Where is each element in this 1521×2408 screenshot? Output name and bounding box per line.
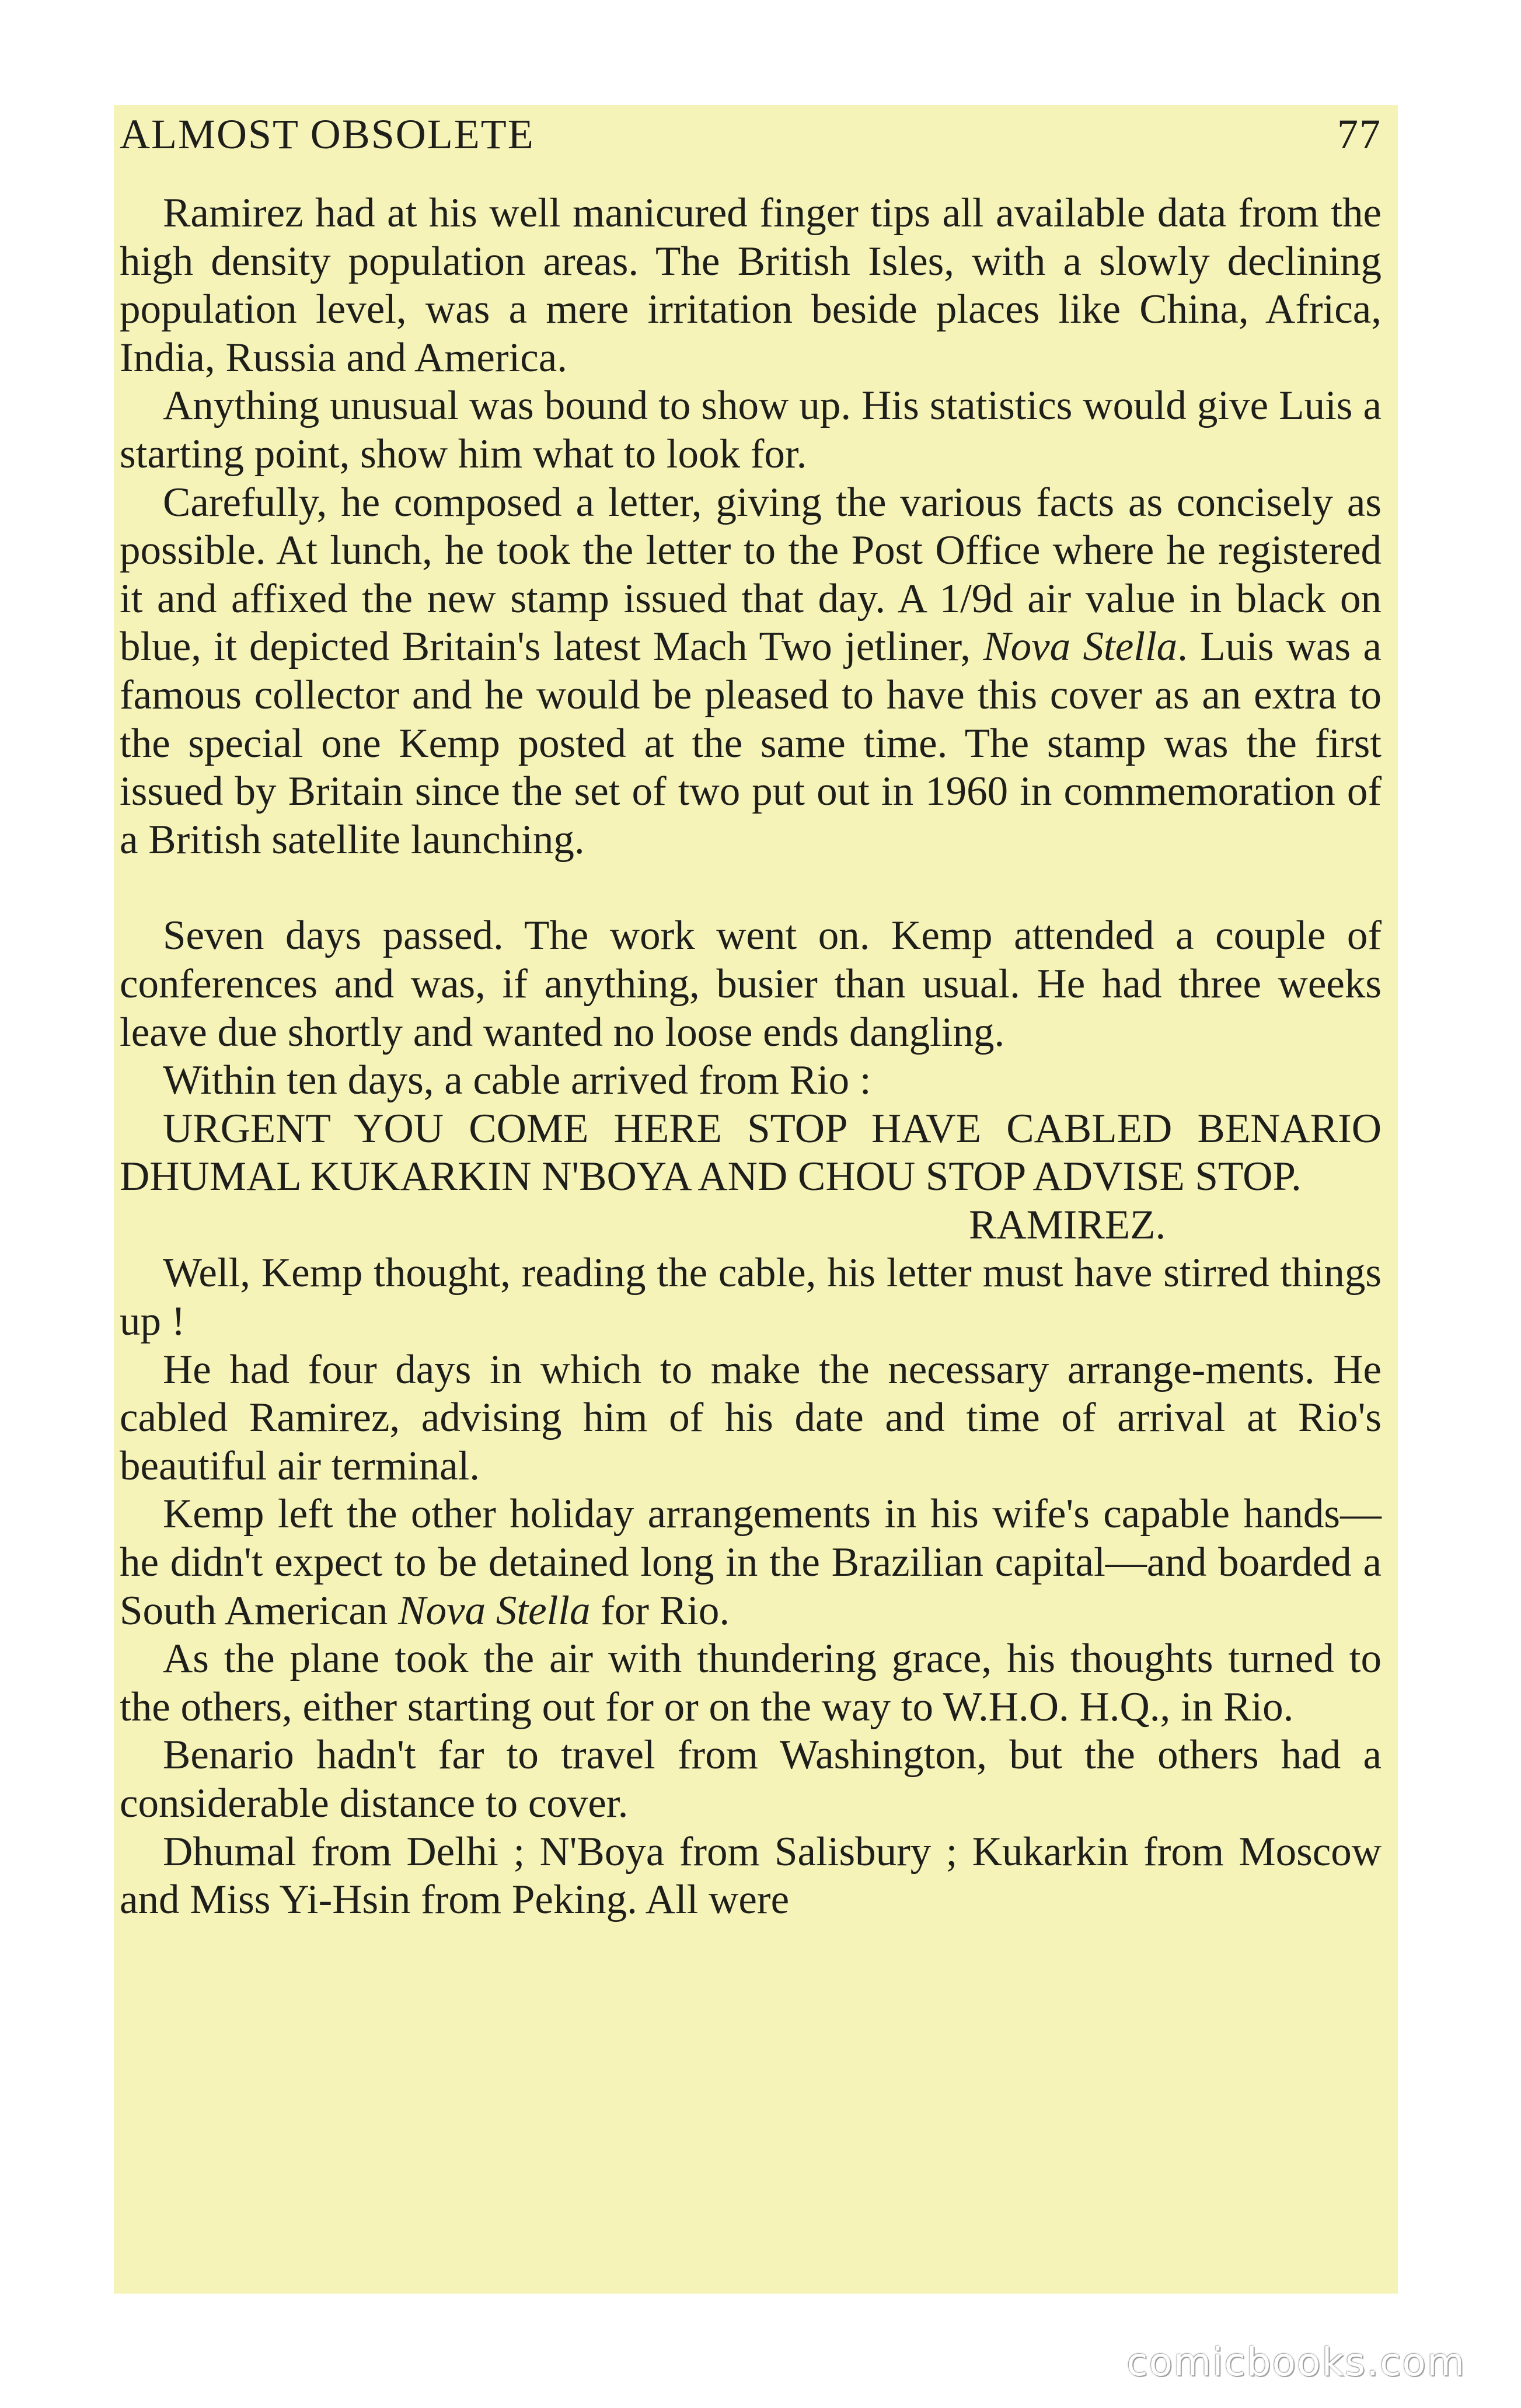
ship-name: Nova Stella	[398, 1587, 591, 1634]
ship-name: Nova Stella	[983, 624, 1178, 670]
cable-text: URGENT YOU COME HERE STOP HAVE CABLED BENARIO DHUMAL KUKARKIN N'BOYA AND CHOU STOP ADVISE STOP.	[120, 1105, 1382, 1200]
paragraph-4: Seven days passed. The work went on. Kemp attended a couple of conferences and was, if anything, busier than usual. He had three weeks leave due shortly and wanted no loose ends dangling.	[120, 913, 1382, 1055]
paragraph-5: Within ten days, a cable arrived from Rio :	[163, 1058, 871, 1104]
paragraph-10: As the plane took the air with thundering grace, his thoughts turned to the others, either starting out for or on the way to W.H.O. H.Q., in Rio.	[120, 1636, 1382, 1730]
paragraph-8: He had four days in which to make the necessary arrange-ments. He cabled Ramirez, advising him of his date and time of arrival at Rio's beautiful air terminal.	[120, 1346, 1382, 1489]
paragraph-11: Benario hadn't far to travel from Washington, but the others had a considerable distance to cover.	[120, 1732, 1382, 1826]
paragraph-9: Kemp left the other holiday arrangements in his wife's capable hands—he didn't expect to be detained long in the Brazilian capital—and boarded a South American Nova Stella for Rio.	[120, 1491, 1382, 1634]
book-page	[114, 105, 1398, 2294]
paragraph-1: Ramirez had at his well manicured finger tips all available data from the high density population areas. The British Isles, with a slowly declining population level, was a mere irritation beside places like China, Africa, India, Russia and America.	[120, 190, 1382, 381]
page-number: 77	[1337, 111, 1382, 158]
running-title: ALMOST OBSOLETE	[120, 111, 535, 158]
paragraph-12: Dhumal from Delhi ; N'Boya from Salisbury ; Kukarkin from Moscow and Miss Yi-Hsin from Peking. All were	[120, 1828, 1382, 1923]
paragraph-3: Carefully, he composed a letter, giving the various facts as concisely as possible. At lunch, he took the letter to the Post Office where he registered it and affixed the new stamp issued that day. A 1/9d air value in black on blue, it depicted Britain's latest Mach Two jetliner, Nova Stella. Luis was a famous collector and he would be pleased to have this cover as an extra to the special one Kemp posted at the same time. The stamp was the first issued by Britain since the set of two put out in 1960 in commemoration of a British satellite launching.	[120, 479, 1382, 863]
paragraph-7: Well, Kemp thought, reading the cable, his letter must have stirred things up !	[120, 1250, 1382, 1345]
section-break	[120, 864, 1382, 912]
watermark: comicbooks.com	[1126, 2340, 1466, 2385]
running-head	[120, 111, 1382, 158]
paragraph-2: Anything unusual was bound to show up. His statistics would give Luis a starting point, show him what to look for.	[120, 383, 1382, 477]
cable-signature: RAMIREZ.	[969, 1202, 1166, 1248]
